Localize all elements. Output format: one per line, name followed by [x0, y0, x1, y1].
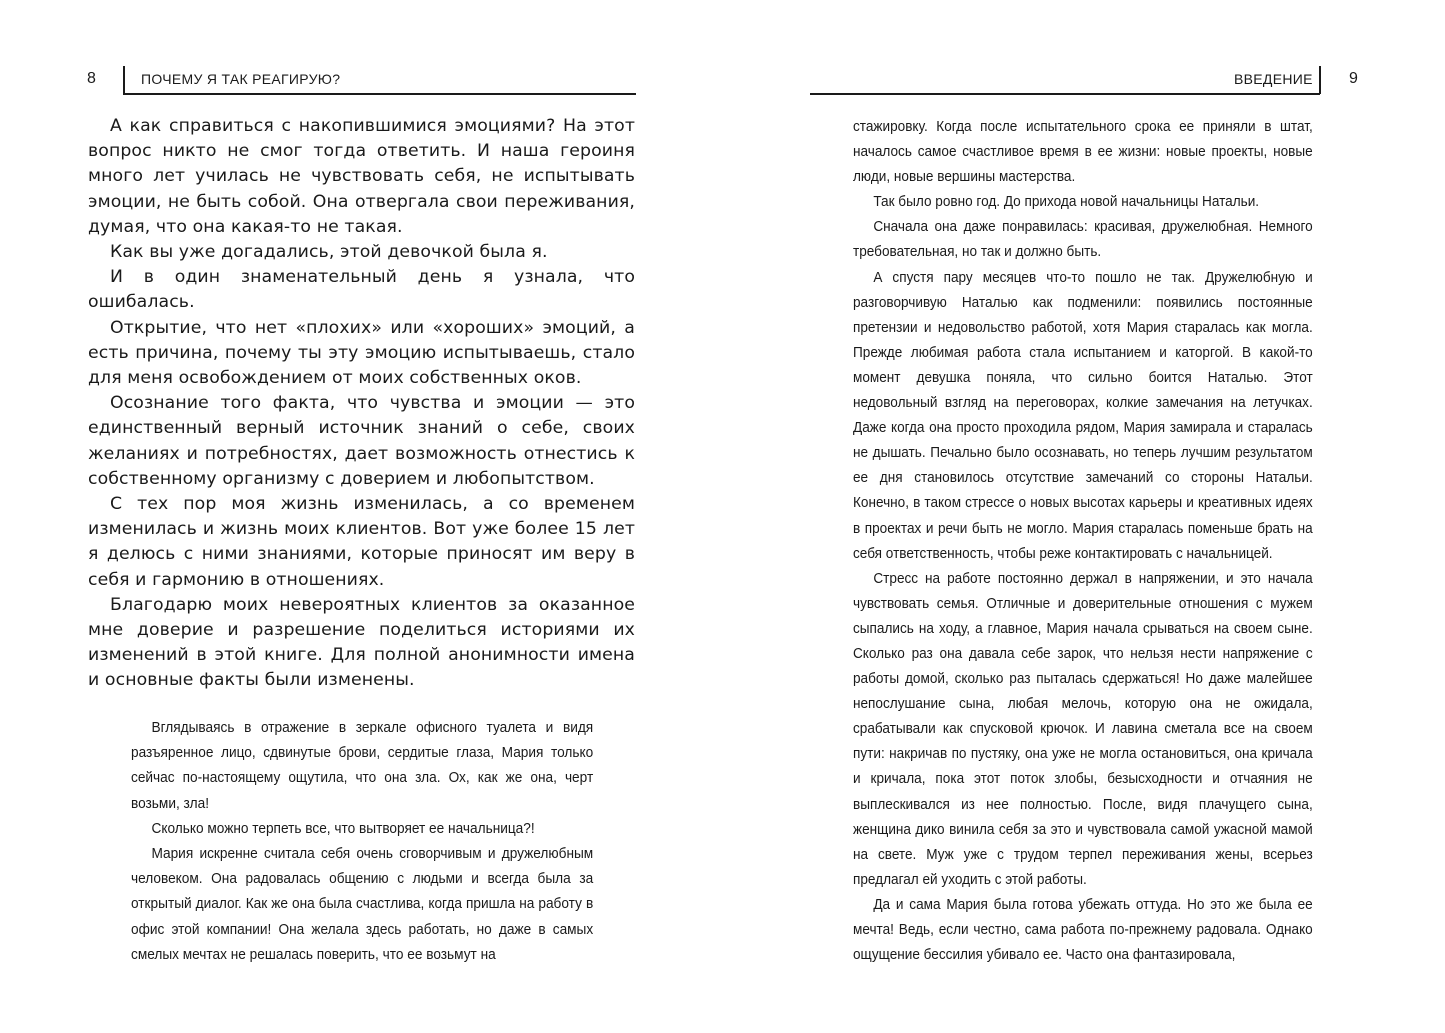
paragraph: С тех пор моя жизнь изменилась, а со временем изменилась и жизнь моих клиентов. Вот уже более 15 лет я делюсь с ними знаниями, которые приносят им веру в себя и гармонию в отношениях. — [88, 494, 635, 590]
right-header-divider — [1319, 66, 1321, 94]
right-running-head: ВВЕДЕНИЕ — [1234, 71, 1313, 87]
right-main-text — [853, 115, 1313, 968]
right-header-rule — [810, 93, 1320, 95]
case-paragraph: Мария искренне считала себя очень сговорчивым и дружелюбным человеком. Она радовалась общению с людьми и всегда была за открытый диалог. Как же она была счастлива, когда пришла на работу в офис этой компании! Она желала здесь работать, но даже в самых смелых мечтах не решалась поверить, что ее возьмут на — [131, 846, 594, 963]
paragraph: Да и сама Мария была готова убежать оттуда. Но это же была ее мечта! Ведь, если честно, сама работа по-прежнему радовала. Однако ощущение бессилия убивало ее. Часто она фантазировала, — [853, 896, 1313, 964]
left-main-text — [88, 114, 635, 694]
paragraph: Открытие, что нет «плохих» или «хороших» эмоций, а есть причина, почему ты эту эмоцию испытываешь, стало для меня освобождением от моих собственных оков. — [88, 317, 635, 389]
paragraph: Так было ровно год. До прихода новой начальницы Натальи. — [873, 194, 1260, 211]
case-paragraph: Вглядываясь в отражение в зеркале офисного туалета и видя разъяренное лицо, сдвинутые брови, сердитые глаза, Мария только сейчас по-настоящему ощутила, что она зла. Ох, как же она, черт возьми, зла! — [131, 720, 594, 812]
left-running-head: ПОЧЕМУ Я ТАК РЕАГИРУЮ? — [141, 71, 341, 87]
paragraph: И в один знаменательный день я узнала, что ошибалась. — [88, 267, 635, 313]
case-paragraph: Сколько можно терпеть все, что вытворяет ее начальница?! — [151, 820, 535, 837]
left-page-number: 8 — [87, 70, 96, 87]
paragraph: А спустя пару месяцев что-то пошло не так. Дружелюбную и разговорчивую Наталью как подменили: появились постоянные претензии и недовольство работой, хотя Мария старалась как могла. Прежде любимая работа стала испытанием и каторгой. В какой-то момент девушка поняла, что сильно боится Наталью. Этот недовольный взгляд на переговорах, колкие замечания на летучках. Даже когда она просто проходила рядом, Мария замирала и старалась не дышать. Печально было осознавать, но теперь лучшим результатом ее дня становилось отсутствие замечаний со стороны Натальи. Конечно, в таком стрессе о новых высотах карьеры и креативных идеях в проектах и речи быть не могло. Мария старалась поменьше брать на себя ответственность, чтобы реже контактировать с начальницей. — [853, 269, 1313, 562]
left-header-rule — [123, 93, 636, 95]
paragraph: А как справиться с накопившимися эмоциями? На этот вопрос никто не смог тогда ответить. И наша героиня много лет училась не чувствовать себя, не испытывать эмоции, не быть собой. Она отвергала свои переживания, думая, что она какая-то не такая. — [88, 116, 635, 237]
case-study-text — [131, 716, 593, 968]
paragraph: Стресс на работе постоянно держал в напряжении, и это начала чувствовать семья. Отличные и доверительные отношения с мужем сыпались на ходу, а главное, Мария начала срываться на своем сыне. Сколько раз она давала себе зарок, что нельзя нести напряжение с работы домой, сколько раз пыталась сдержаться! Но даже малейшее непослушание сына, любая мелочь, которую она не ожидала, срабатывали как спусковой крючок. И лавина сметала все на своем пути: накричав по пустяку, она уже не могла остановиться, она кричала и кричала, пока этот поток злобы, безысходности и отчаяния не выплескивался из нее полностью. После, видя плачущего сына, женщина дико винила себя за это и чувствовала самой ужасной мамой на свете. Муж уже с трудом терпел переживания жены, всерьез предлагал ей уходить с этой работы. — [853, 570, 1313, 888]
paragraph: Благодарю моих невероятных клиентов за оказанное мне доверие и разрешение поделиться историями их изменений в этой книге. Для полной анонимности имена и основные факты были изменены. — [88, 594, 635, 691]
left-header-divider — [123, 66, 125, 94]
paragraph: Осознание того факта, что чувства и эмоции — это единственный верный источник знаний о себе, своих желаниях и потребностях, дает возможность отнестись к собственному организму с доверием и любопытством. — [88, 393, 635, 489]
paragraph: Сначала она даже понравилась: красивая, дружелюбная. Немного требовательная, но так и должно быть. — [853, 219, 1313, 261]
right-page-number: 9 — [1349, 70, 1358, 87]
paragraph: Как вы уже догадались, этой девочкой была я. — [110, 242, 548, 263]
paragraph: стажировку. Когда после испытательного срока ее приняли в штат, началось самое счастливое время в ее жизни: новые проекты, новые люди, новые вершины мастерства. — [853, 119, 1313, 186]
